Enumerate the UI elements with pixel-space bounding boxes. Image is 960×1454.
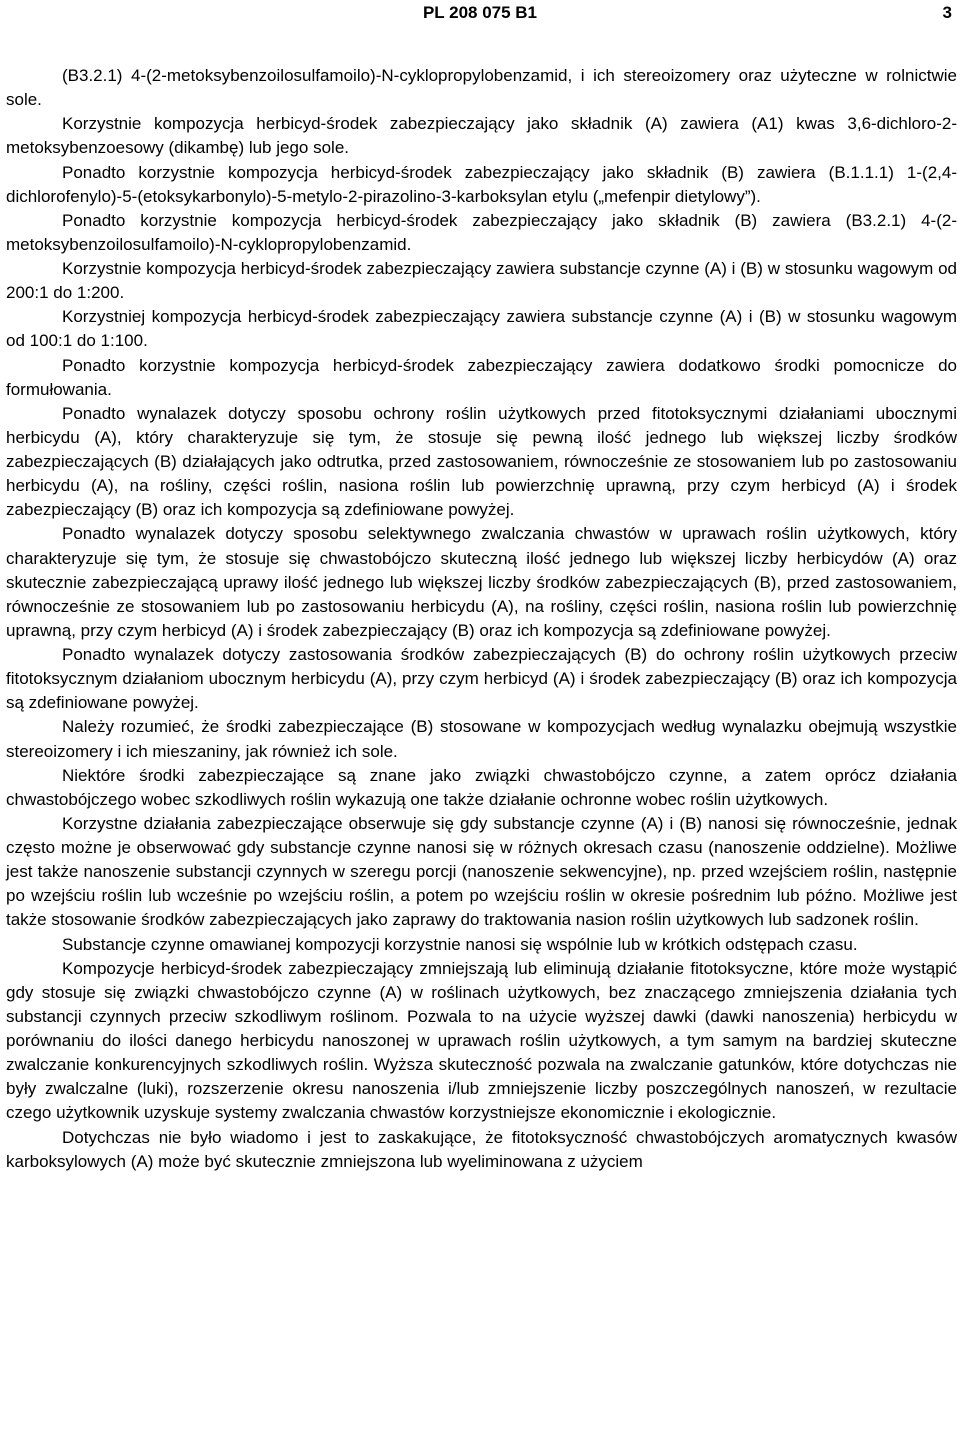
paragraph-joint-application: Substancje czynne omawianej kompozycji korzystnie nanosi się wspólnie lub w krótkich odstępach czasu. [62,934,858,954]
paragraph-surprising-effect: Dotychczas nie było wiadomo i jest to zaskakujące, że fitotoksyczność chwastobójczych aromatycznych kwasów karboksylowych (A) może być skutecznie zmniejszona lub wyeliminowana z użyciem [6,1127,957,1171]
page-header [0,0,960,40]
paragraph-component-b-mefenpyr: Ponadto korzystnie kompozycja herbicyd-środek zabezpieczający jako składnik (B) zawiera (B.1.1.1) 1-(2,4-dichlorofenylo)-5-(etoksykarbonylo)-5-metylo-2-pirazolino-3-karboksylan etylu („mefenpir dietylowy”). [6,162,957,206]
paragraph-ratio-200: Korzystnie kompozycja herbicyd-środek zabezpieczający zawiera substancje czynne (A) i (B) w stosunku wagowym od 200:1 do 1:200. [6,259,957,303]
patent-number: PL 208 075 B1 [422,3,538,22]
paragraph-phytotoxicity-reduction: Kompozycje herbicyd-środek zabezpieczający zmniejszają lub eliminują działanie fitotoksyczne, które może wystąpić gdy stosuje się związki chwastobójczo czynne (A) w roślinach użytkowych, bez znaczącego zmniejszenia działania tych substancji czynnych przeciw szkodliwym roślinom. Pozwala to na użycie wyższej dawki (dawki nanoszenia) herbicydu w porównaniu do ilości danego herbicydu nanoszonej w uprawach roślin użytkowych, a tym samym na bardziej skuteczne zwalczanie konkurencyjnych szkodliwych roślin. Wyższa skuteczność pozwala na zwalczanie gatunków, które dotychczas nie były zwalczalne (luki), rozszerzenie okresu nanoszenia i/lub zmniejszenie liczby poszczególnych nanoszeń, w rezultacie czego użytkownik uzyskuje systemy zwalczania chwastów korzystniejsze ekonomicznie i ekologicznie. [6,958,957,1123]
paragraph-b321-compound: (B3.2.1) 4-(2-metoksybenzoilosulfamoilo)-N-cyklopropylobenzamid, i ich stereoizomery oraz użyteczne w rolnictwie sole. [6,66,957,110]
paragraph-formulation-auxiliaries: Ponadto korzystnie kompozycja herbicyd-środek zabezpieczający zawiera dodatkowo środki pomocnicze do formułowania. [6,355,957,399]
paragraph-stereoisomers: Należy rozumieć, że środki zabezpieczające (B) stosowane w kompozycjach według wynalazku obejmują wszystkie stereoizomery i ich mieszaniny, jak również ich sole. [6,717,957,761]
page-number: 3 [942,3,952,22]
paragraph-weed-control-method: Ponadto wynalazek dotyczy sposobu selektywnego zwalczania chwastów w uprawach roślin użytkowych, który charakteryzuje się tym, że stosuje się chwastobójczo skuteczną ilość jednego lub większej liczby herbicydów (A) oraz skutecznie zabezpieczającą uprawy ilość jednego lub większej liczby środków zabezpieczających (B), przed zastosowaniem, równocześnie ze stosowaniem lub po zastosowaniu herbicydu (A), na rośliny, części roślin, nasiona roślin lub powierzchnię uprawną, przy czym herbicyd (A) i środek zabezpieczający (B) oraz ich kompozycja są zdefiniowane powyżej. [6,524,957,640]
paragraph-component-a-dicamba: Korzystnie kompozycja herbicyd-środek zabezpieczający jako składnik (A) zawiera (A1) kwas 3,6-dichloro-2-metoksybenzoesowy (dikambę) lub jego sole. [6,114,957,158]
paragraph-ratio-100: Korzystniej kompozycja herbicyd-środek zabezpieczający zawiera substancje czynne (A) i (B) w stosunku wagowym od 100:1 do 1:100. [6,307,957,351]
paragraph-application-timing: Korzystne działania zabezpieczające obserwuje się gdy substancje czynne (A) i (B) nanosi się równocześnie, jednak często możne je obserwować gdy substancje czynne nanosi się w różnych okresach czasu (nanoszenie oddzielne). Możliwe jest także nanoszenie substancji czynnych w szeregu porcji (nanoszenie sekwencyjne), np. przed wzejściem roślin, następnie po wzejściu roślin lub wcześnie po wzejściu roślin, a potem po wzejściu roślin w okresie pośrednim lub późno. Możliwe jest także stosowanie środków zabezpieczających jako zaprawy do traktowania nasion roślin użytkowych lub sadzonek roślin. [6,813,957,930]
document-body [6,64,957,1174]
paragraph-herbicidal-safeners: Niektóre środki zabezpieczające są znane jako związki chwastobójczo czynne, a zatem oprócz działania chwastobójczego wobec szkodliwych roślin wykazują one także działanie ochronne wobec roślin użytkowych. [6,765,957,809]
paragraph-safener-use: Ponadto wynalazek dotyczy zastosowania środków zabezpieczających (B) do ochrony roślin użytkowych przeciw fitotoksycznym działaniom ubocznym herbicydu (A), przy czym herbicyd (A) i środek zabezpieczający (B) oraz ich kompozycja są zdefiniowane powyżej. [6,645,957,713]
paragraph-component-b-b321: Ponadto korzystnie kompozycja herbicyd-środek zabezpieczający jako składnik (B) zawiera (B3.2.1) 4-(2-metoksybenzoilosulfamoilo)-N-cyklopropylobenzamid. [6,210,957,254]
paragraph-crop-protection-method: Ponadto wynalazek dotyczy sposobu ochrony roślin użytkowych przed fitotoksycznymi działaniami ubocznymi herbicydu (A), który charakteryzuje się tym, że stosuje się pewną ilość jednego lub większej liczby środków zabezpieczających (B) działających jako odtrutka, przed zastosowaniem, równocześnie ze stosowaniem lub po zastosowaniu herbicydu (A), na rośliny, części roślin, nasiona roślin lub powierzchnię uprawną, przy czym herbicyd (A) i środek zabezpieczający (B) oraz ich kompozycja są zdefiniowane powyżej. [6,403,957,520]
